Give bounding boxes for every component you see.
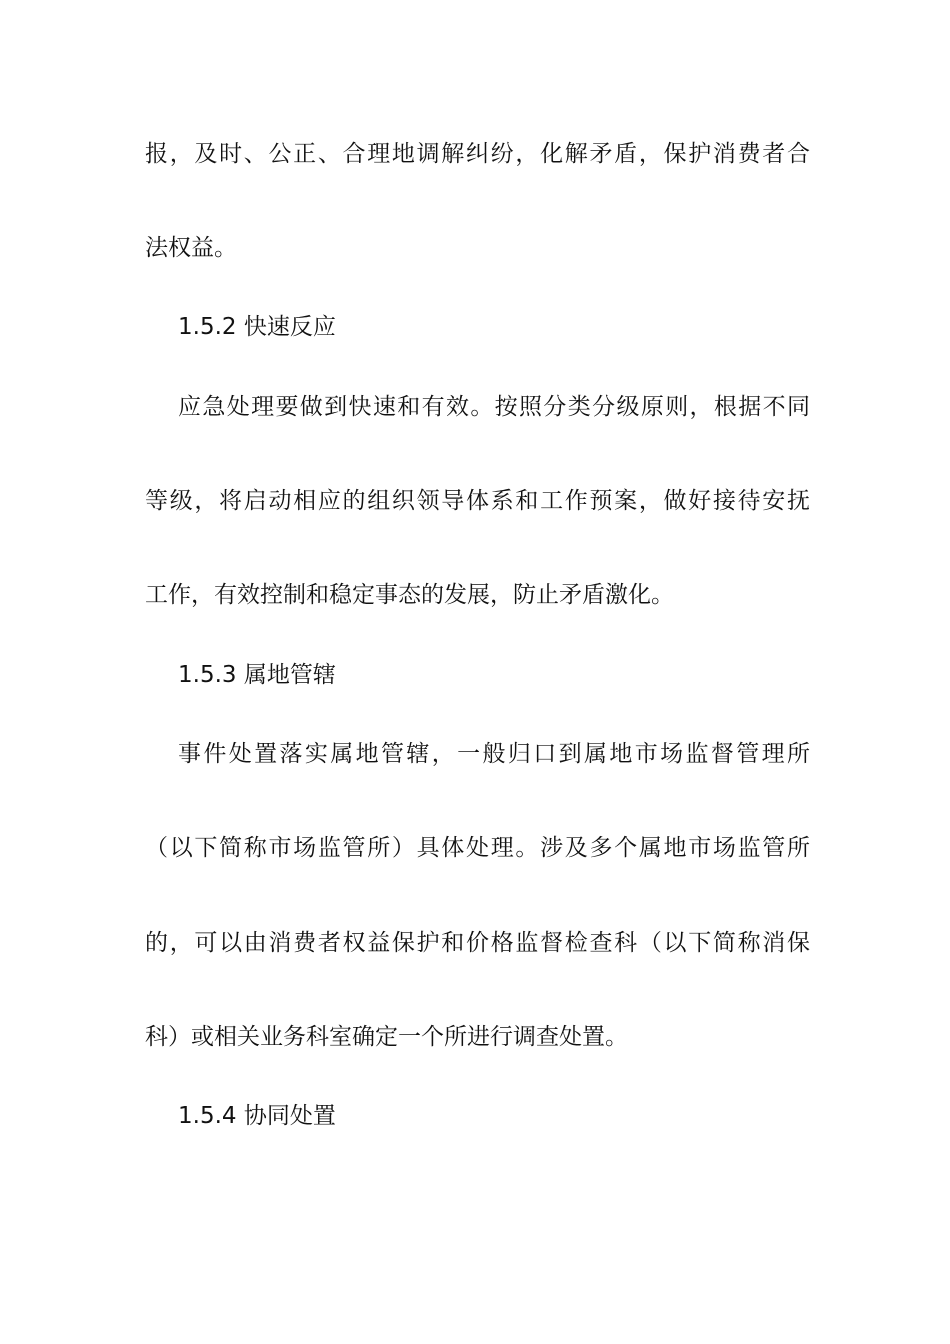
- paragraph-line: 科）或相关业务科室确定一个所进行调查处置。: [145, 1024, 628, 1050]
- paragraph-line: 等级，将启动相应的组织领导体系和工作预案，做好接待安抚: [145, 488, 810, 514]
- paragraph-line: 应急处理要做到快速和有效。按照分类分级原则，根据不同: [178, 394, 810, 420]
- paragraph-line: 报，及时、公正、合理地调解纠纷，化解矛盾，保护消费者合: [145, 141, 810, 167]
- paragraph-line: 工作，有效控制和稳定事态的发展，防止矛盾激化。: [145, 582, 674, 608]
- paragraph-line: （以下简称市场监管所）具体处理。涉及多个属地市场监管所: [145, 835, 810, 861]
- paragraph-line: 事件处置落实属地管辖，一般归口到属地市场监督管理所: [178, 741, 810, 767]
- section-heading-1-5-4: 1.5.4 协同处置: [178, 1103, 336, 1129]
- section-heading-1-5-3: 1.5.3 属地管辖: [178, 662, 336, 688]
- paragraph-line: 的，可以由消费者权益保护和价格监督检查科（以下简称消保: [145, 930, 810, 956]
- section-heading-1-5-2: 1.5.2 快速反应: [178, 314, 336, 340]
- paragraph-line: 法权益。: [145, 235, 237, 261]
